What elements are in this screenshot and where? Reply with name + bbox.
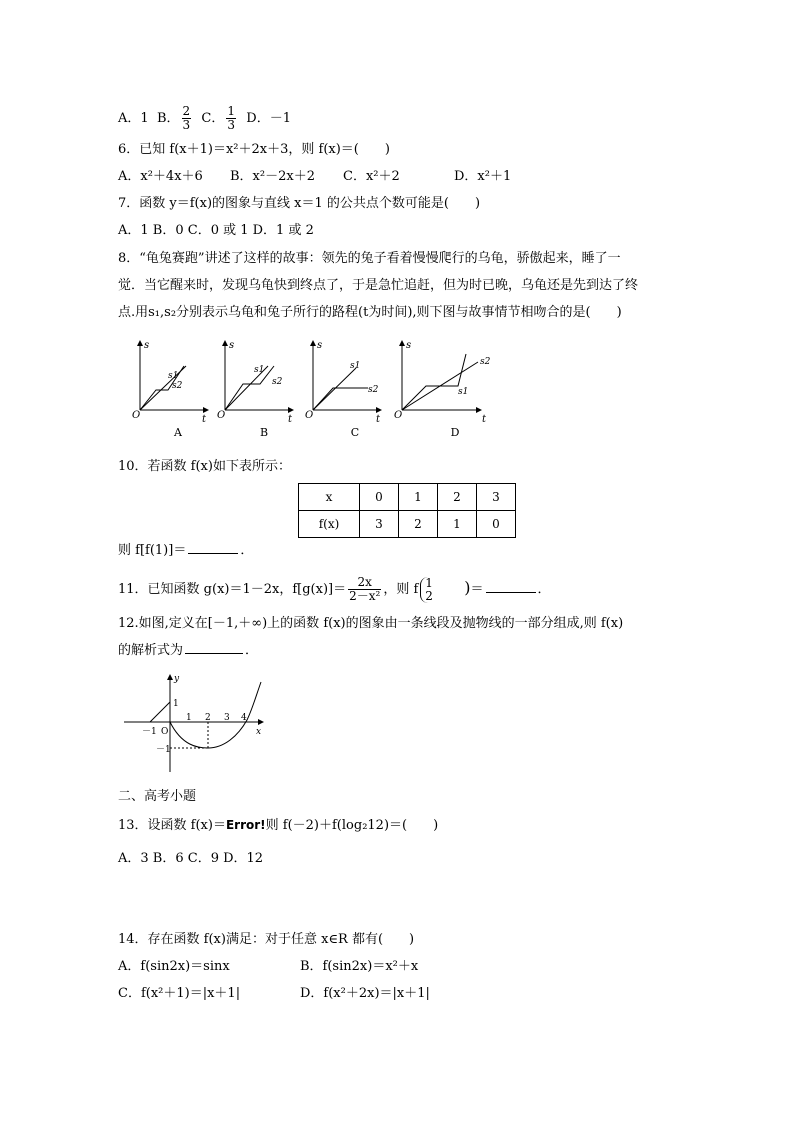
q13-stem: 13．设函数 f(x)＝Error!则 f(－2)＋f(log₂12)＝( )	[118, 818, 439, 833]
answer-blank[interactable]	[486, 591, 536, 593]
section-heading: 二、高考小题	[118, 789, 197, 804]
q5-option-b: B． $\frac{2}{3}$	[156, 104, 191, 132]
table-header-fx: f(x)	[299, 511, 360, 538]
graph-b-s1-label: s1	[254, 365, 265, 375]
graph-d-s1-label: s1	[458, 387, 469, 397]
graph-d-origin: O	[394, 410, 403, 421]
segment	[150, 702, 170, 722]
graph-a-s2-label: s2	[172, 381, 183, 391]
tick-label: O	[161, 727, 169, 737]
q6-option-a: A．x²＋4x＋6	[118, 169, 203, 184]
q10-answer-line: 则 f[f(1)]＝ ．	[118, 543, 254, 558]
q12-graph	[120, 672, 270, 776]
graph-a-caption: A	[174, 426, 182, 439]
q5-option-a: A．1	[118, 111, 149, 126]
table-cell: 1	[399, 484, 438, 511]
graph-c-s1-label: s1	[350, 361, 361, 371]
graph-b-s2-label: s2	[272, 377, 283, 387]
tick-label: 2	[205, 713, 211, 723]
q6-option-c: C．x²＋2	[343, 169, 400, 184]
q10-stem: 10．若函数 f(x)如下表所示：	[118, 459, 291, 474]
q10-function-table	[298, 483, 516, 538]
graph-b-origin: O	[217, 410, 226, 421]
table-cell: 2	[399, 511, 438, 538]
tick-label: 1	[173, 699, 179, 709]
q7-stem: 7．函数 y＝f(x)的图象与直线 x＝1 的公共点个数可能是( )	[118, 196, 481, 211]
graph-c-t-label: t	[376, 414, 381, 425]
graph-b-t-label: t	[288, 414, 293, 425]
tick-label: 4	[241, 713, 247, 723]
graph-a-origin: O	[132, 410, 141, 421]
table-cell: 1	[438, 511, 477, 538]
graph-b-caption: B	[259, 426, 269, 439]
parabola	[170, 682, 261, 748]
q5-option-d: D．－1	[246, 111, 291, 126]
q14-option-b: B．f(sin2x)＝x²＋x	[300, 959, 419, 974]
graph-c-caption: C	[350, 426, 360, 439]
q6-option-d: D．x²＋1	[454, 169, 512, 184]
graph-a-s-label: s	[144, 340, 150, 351]
q12-line2: 的解析式为 ．	[118, 643, 259, 658]
table-header-x: x	[299, 484, 360, 511]
q14-option-a: A．f(sin2x)＝sinx	[118, 959, 230, 974]
q6-stem: 6．已知 f(x＋1)＝x²＋2x＋3，则 f(x)＝( )	[118, 142, 390, 157]
graph-d-s2-label: s2	[480, 357, 491, 367]
answer-blank[interactable]	[185, 652, 243, 654]
graph-c-s2-label: s2	[368, 385, 379, 395]
table-cell: 0	[360, 484, 399, 511]
q11-line: 11．已知函数 g(x)＝1－2x，f[g(x)]＝ $\frac{2x}{\text{2－x²}}$ ，则 f 1 2 )＝ ．	[118, 575, 551, 603]
graph-d-caption: D	[450, 426, 460, 439]
q6-option-b: B．x²－2x＋2	[230, 169, 315, 184]
graph-b-s-label: s	[229, 340, 235, 351]
table-cell: 0	[477, 511, 516, 538]
tick-label: －1	[156, 745, 171, 755]
graph-d-t-label: t	[482, 414, 487, 425]
table-row	[299, 511, 516, 538]
q8-line1: 8．“龟兔赛跑”讲述了这样的故事：领先的兔子看着慢慢爬行的乌龟，骄傲起来，睡了一	[118, 251, 621, 266]
table-cell: 3	[360, 511, 399, 538]
q8-line2: 觉．当它醒来时，发现乌龟快到终点了，于是急忙追赶，但为时已晚，乌龟还是先到达了终	[118, 278, 639, 293]
graph-d-s-label: s	[406, 340, 412, 351]
table-cell: 2	[438, 484, 477, 511]
graph-c-origin: O	[305, 410, 314, 421]
tick-label: 3	[224, 713, 230, 723]
error-text: Error!	[225, 818, 266, 832]
table-row	[299, 484, 516, 511]
q13-options: A．3 B．6 C．9 D．12	[118, 851, 264, 866]
graph-a-t-label: t	[202, 414, 207, 425]
q8-line3: 点.用s₁,s₂分别表示乌龟和兔子所行的路程(t为时间),则下图与故事情节相吻合的是( )	[118, 305, 622, 320]
table-cell: 3	[477, 484, 516, 511]
q5-option-c: C． $\frac{1}{3}$	[201, 104, 235, 132]
q14-stem: 14．存在函数 f(x)满足：对于任意 x∈R 都有( )	[118, 932, 415, 947]
q14-option-d: D．f(x²＋2x)＝|x＋1|	[300, 986, 430, 1001]
tick-label: 1	[186, 713, 192, 723]
q12-line1: 12.如图,定义在[－1,＋∞)上的函数 f(x)的图象由一条线段及抛物线的一部分组成,则 f(x)	[118, 616, 624, 631]
q5-options	[118, 105, 291, 132]
tick-label: －1	[142, 727, 157, 737]
q14-option-c: C．f(x²＋1)＝|x＋1|	[118, 986, 241, 1001]
q12-x-label: x	[256, 727, 262, 737]
q7-options: A．1 B．0 C．0 或 1 D．1 或 2	[118, 223, 314, 238]
graph-a-s1-label: s1	[168, 371, 179, 381]
answer-blank[interactable]	[188, 552, 238, 554]
graph-c-s-label: s	[317, 340, 323, 351]
graph-d	[399, 340, 482, 413]
q12-y-label: y	[174, 674, 180, 684]
q8-graphs	[118, 338, 498, 440]
